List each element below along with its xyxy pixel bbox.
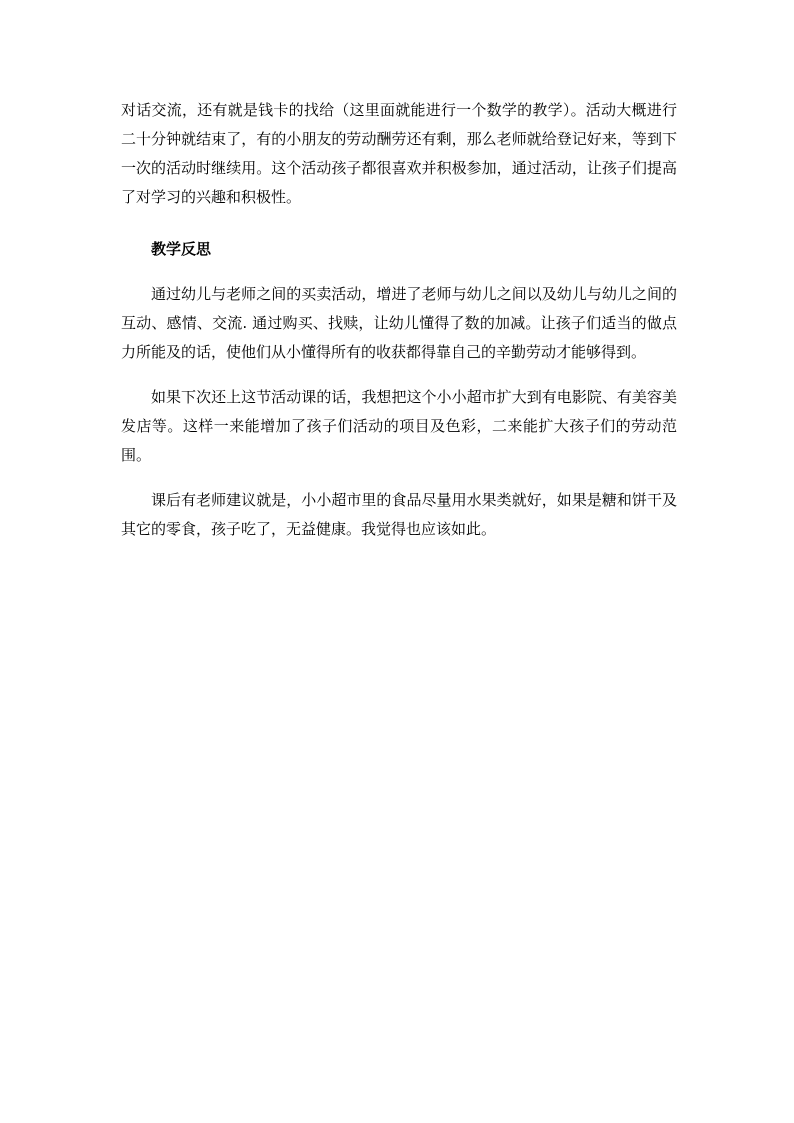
spacer (121, 470, 677, 486)
section-heading: 教学反思 (151, 240, 212, 258)
spacer (121, 264, 677, 280)
spacer (121, 367, 677, 383)
document-page (121, 96, 677, 544)
spacer (121, 212, 677, 235)
reflection-paragraph-2: 如果下次还上这节活动课的话，我想把这个小小超市扩大到有电影院、有美容美发店等。这样一来能增加了孩子们活动的项目及色彩，二来能扩大孩子们的劳动范围。 (121, 388, 677, 464)
continued-paragraph: 对话交流，还有就是钱卡的找给（这里面就能进行一个数学的教学）。活动大概进行二十分钟就结束了，有的小朋友的劳动酬劳还有剩，那么老师就给登记好来，等到下一次的活动时继续用。这个活动孩子都很喜欢并积极参加，通过活动，让孩子们提高了对学习的兴趣和积极性。 (121, 101, 677, 206)
reflection-paragraph-3: 课后有老师建议就是，小小超市里的食品尽量用水果类就好，如果是糖和饼干及其它的零食，孩子吃了，无益健康。我觉得也应该如此。 (121, 491, 677, 538)
reflection-paragraph-1: 通过幼儿与老师之间的买卖活动，增进了老师与幼儿之间以及幼儿与幼儿之间的互动、感情、交流. 通过购买、找赎，让幼儿懂得了数的加减。让孩子们适当的做点力所能及的话，使他们从小懂得所有的收获都得靠自己的辛勤劳动才能够得到。 (121, 285, 677, 361)
